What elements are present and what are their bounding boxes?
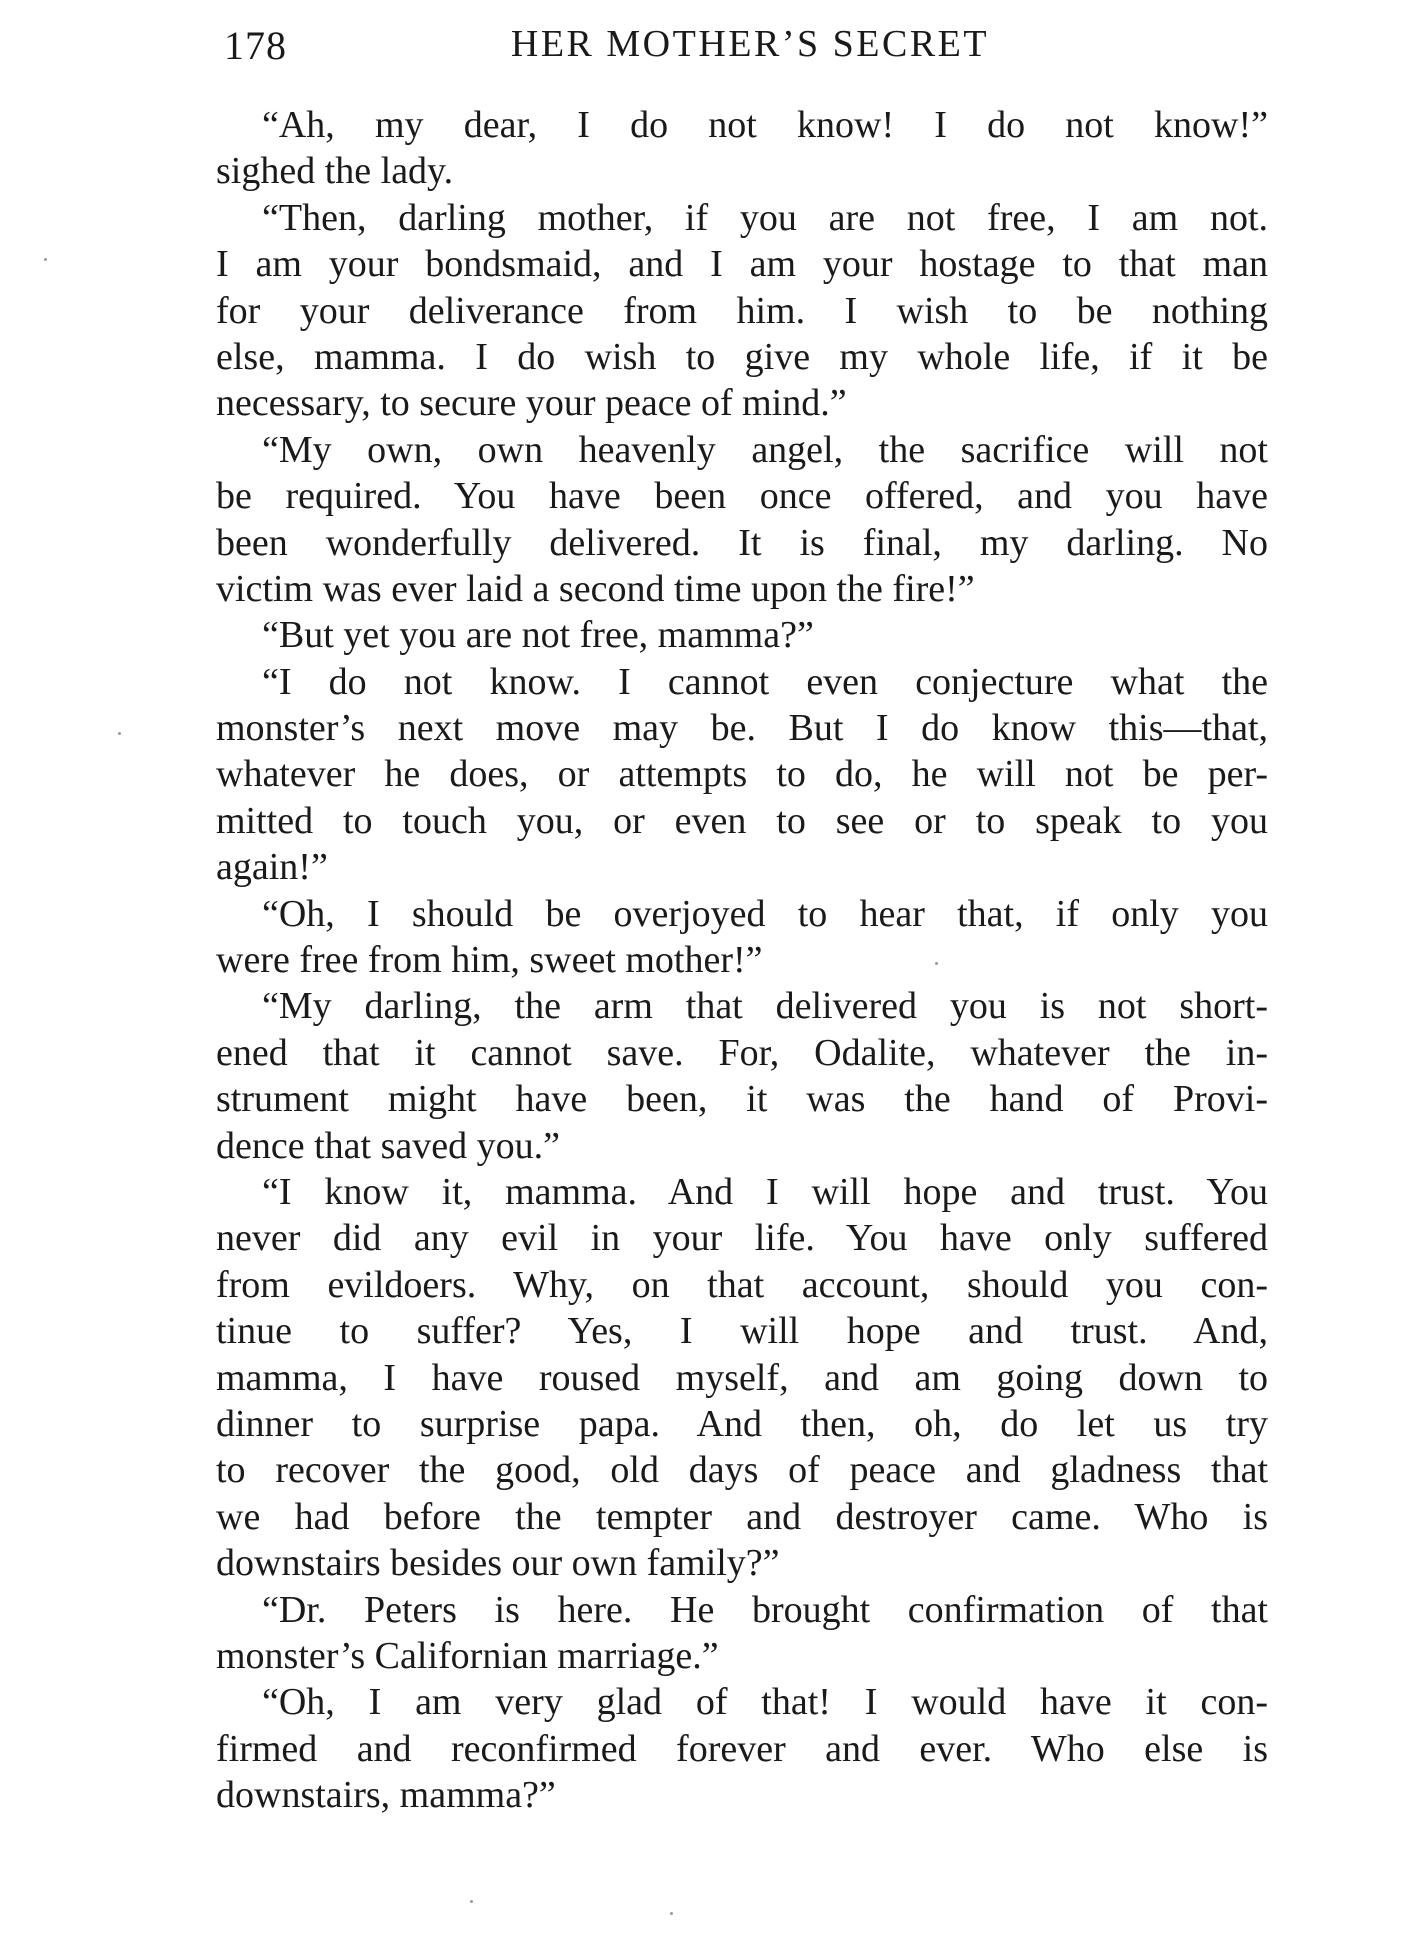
text-line: never did any evil in your life. You have only suffered	[216, 1217, 1268, 1260]
text-line: “I do not know. I cannot even conjecture what the	[262, 660, 1268, 703]
text-line: firmed and reconfirmed forever and ever. Who else is	[216, 1727, 1268, 1770]
text-line: dence that saved you.”	[216, 1124, 560, 1167]
text-line: mamma, I have roused myself, and am going down to	[216, 1356, 1268, 1399]
margin-speck	[118, 732, 121, 735]
text-line: mitted to touch you, or even to see or to speak to you	[216, 799, 1268, 842]
text-line: “I know it, mamma. And I will hope and trust. You	[262, 1170, 1268, 1213]
running-head	[224, 22, 1276, 78]
margin-speck	[935, 962, 938, 965]
text-line: we had before the tempter and destroyer came. Who is	[216, 1495, 1268, 1538]
text-line: “Oh, I am very glad of that! I would have it con-	[262, 1681, 1268, 1724]
margin-speck	[44, 258, 47, 261]
text-line: again!”	[216, 846, 328, 889]
text-line: “My darling, the arm that delivered you is not short-	[262, 985, 1268, 1028]
text-line: dinner to surprise papa. And then, oh, do let us try	[216, 1402, 1268, 1445]
body-text	[216, 102, 1268, 1818]
text-line: downstairs besides our own family?”	[216, 1542, 780, 1585]
text-line: “Dr. Peters is here. He brought confirmation of that	[262, 1588, 1268, 1631]
text-line: monster’s Californian marriage.”	[216, 1634, 719, 1677]
running-title: HER MOTHER’S SECRET	[510, 23, 990, 65]
margin-speck	[470, 1900, 473, 1903]
text-line: “Ah, my dear, I do not know! I do not know!”	[262, 104, 1268, 146]
text-line: “My own, own heavenly angel, the sacrifice will not	[262, 428, 1268, 471]
text-line: were free from him, sweet mother!”	[216, 939, 763, 982]
text-line: sighed the lady.	[216, 150, 454, 193]
text-line: strument might have been, it was the hand of Provi-	[216, 1078, 1268, 1121]
text-line: for your deliverance from him. I wish to be nothing	[216, 289, 1268, 332]
text-line: “Then, darling mother, if you are not free, I am not.	[262, 196, 1268, 239]
text-line: “Oh, I should be overjoyed to hear that, if only you	[262, 892, 1268, 935]
page-number: 178	[224, 23, 287, 68]
text-line: ened that it cannot save. For, Odalite, whatever the in-	[216, 1031, 1268, 1074]
text-line: else, mamma. I do wish to give my whole life, if it be	[216, 335, 1268, 378]
text-line: victim was ever laid a second time upon the fire!”	[216, 567, 975, 610]
text-line: be required. You have been once offered, and you have	[216, 475, 1268, 518]
text-line: from evildoers. Why, on that account, should you con-	[216, 1263, 1268, 1306]
text-line: whatever he does, or attempts to do, he will not be per-	[216, 753, 1268, 796]
text-line: I am your bondsmaid, and I am your hostage to that man	[216, 243, 1268, 286]
text-line: “But yet you are not free, mamma?”	[262, 614, 814, 657]
text-line: tinue to suffer? Yes, I will hope and trust. And,	[216, 1310, 1268, 1353]
text-line: been wonderfully delivered. It is final, my darling. No	[216, 521, 1268, 564]
text-line: monster’s next move may be. But I do know this—that,	[216, 707, 1268, 750]
text-line: to recover the good, old days of peace and gladness that	[216, 1449, 1268, 1492]
text-line: downstairs, mamma?”	[216, 1774, 556, 1817]
text-line: necessary, to secure your peace of mind.”	[216, 382, 847, 425]
margin-speck	[670, 1912, 673, 1915]
